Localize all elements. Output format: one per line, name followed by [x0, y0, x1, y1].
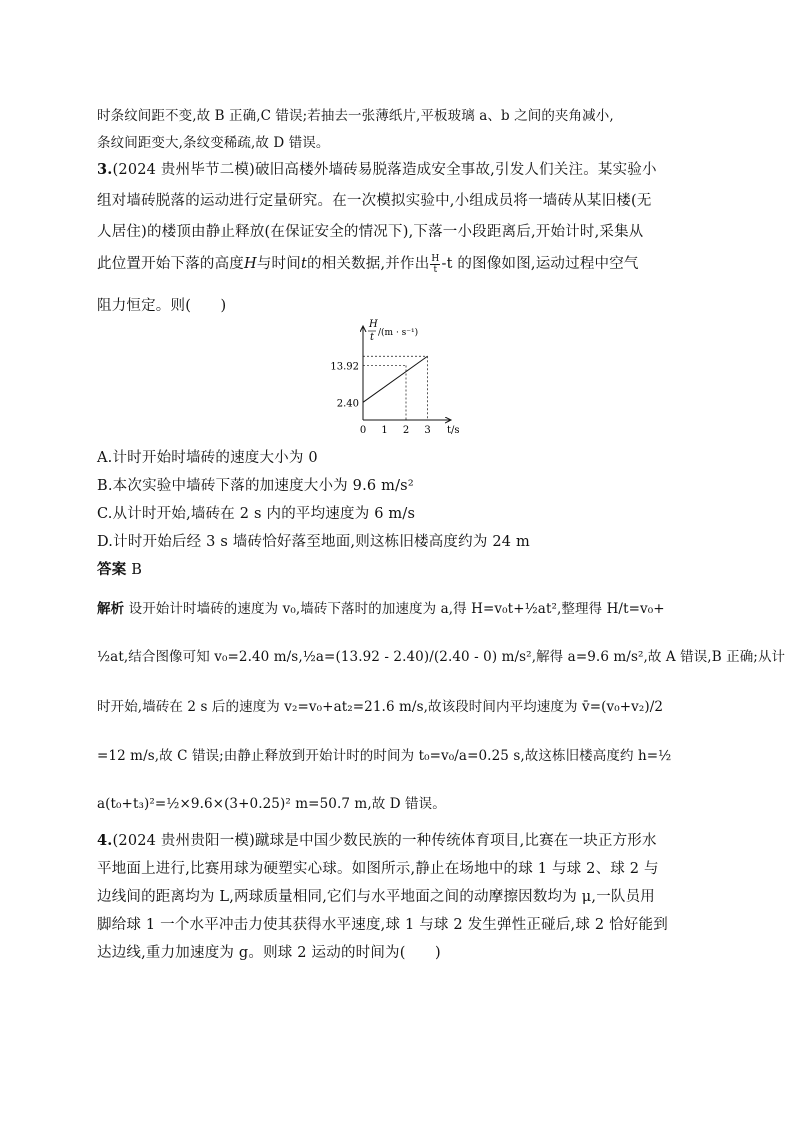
prev-answer-line-1: 时条纹间距不变,故 B 正确,C 错误;若抽去一张薄纸片,平板玻璃 a、b 之间的夹角减小, — [97, 108, 614, 124]
question-number: 3. — [97, 161, 113, 178]
x-label: t/s — [447, 425, 460, 436]
option-a: A.计时开始时墙砖的速度大小为 0 — [97, 450, 318, 466]
question-4-line-1: 4.(2024 贵州贵阳一模)蹴球是中国少数民族的一种传统体育项目,比赛在一块正方形水 — [97, 832, 657, 849]
solution-line-5: a(t₀+t₃)²=½×9.6×(3+0.25)² m=50.7 m,故 D 错误。 — [97, 796, 446, 812]
data-line — [363, 356, 428, 402]
y-tick-label: 13.92 — [330, 361, 359, 373]
option-d: D.计时开始后经 3 s 墙砖恰好落至地面,则这栋旧楼高度约为 24 m — [97, 534, 530, 550]
y-tick-label: 2.40 — [336, 398, 359, 410]
x-tick-label: 0 — [359, 425, 367, 436]
question-number: 4. — [97, 832, 113, 849]
question-4-line-5: 达边线,重力加速度为 g。则球 2 运动的时间为( ) — [97, 945, 441, 961]
answer-label: 答案 — [97, 561, 127, 578]
solution-line-3: 时开始,墙砖在 2 s 后的速度为 v₂=v₀+at₂=21.6 m/s,故该段时间内平均速度为 v̄=(v₀+v₂)/2 — [97, 699, 664, 715]
y-label-denominator: t — [370, 332, 375, 343]
question-3-line-4: 此位置开始下落的高度H与时间t的相关数据,并作出 $\frac{H}{t}$ -t 的图像如图,运动过程中空气 — [97, 253, 639, 275]
x-tick-label: 3 — [424, 425, 431, 436]
x-tick-label: 1 — [381, 425, 388, 436]
question-3-line-3: 人居住)的楼顶由静止释放(在保证安全的情况下),下落一小段距离后,开始计时,采集从 — [97, 224, 644, 240]
solution-line-4: =12 m/s,故 C 错误;由静止释放到开始计时的时间为 t₀=v₀/a=0.25 s,故这栋旧楼高度约 h=½ — [97, 748, 672, 764]
option-b: B.本次实验中墙砖下落的加速度大小为 9.6 m/s² — [97, 478, 414, 494]
answer-value: B — [131, 562, 143, 578]
question-source: (2024 贵州毕节二模) — [112, 162, 255, 178]
solution-label: 解析 — [97, 601, 125, 617]
answer-line — [97, 558, 142, 579]
question-3-line-1 — [97, 158, 657, 179]
question-3-line-2: 组对墙砖脱落的运动进行定量研究。在一次模拟实验中,小组成员将一墙砖从某旧楼(无 — [97, 193, 652, 209]
question-4-line-3: 边线间的距离均为 L,两球质量相同,它们与水平地面之间的动摩擦因数均为 μ,一队员用 — [97, 889, 655, 905]
y-label-numerator: H — [369, 319, 378, 330]
option-c: C.从计时开始,墙砖在 2 s 内的平均速度为 6 m/s — [97, 506, 416, 522]
question-4-line-2: 平地面上进行,比赛用球为硬塑实心球。如图所示,静止在场地中的球 1 与球 2、球 2 与 — [97, 861, 659, 877]
question-3-line-5: 阻力恒定。则( ) — [97, 298, 227, 314]
question-4-line-4: 脚给球 1 一个水平冲击力使其获得水平速度,球 1 与球 2 发生弹性正碰后,球 2 恰好能到 — [97, 917, 668, 933]
y-label-unit: /(m · s⁻¹) — [378, 328, 419, 338]
x-tick-label: 2 — [402, 425, 410, 436]
h-over-t-fraction: $\frac{H}{t}$ — [431, 253, 440, 275]
prev-answer-line-2: 条纹间距变大,条纹变稀疏,故 D 错误。 — [97, 135, 330, 151]
question-text: 破旧高楼外墙砖易脱落造成安全事故,引发人们关注。某实验小 — [254, 162, 657, 178]
solution-line-1: 解析 设开始计时墙砖的速度为 v₀,墙砖下落时的加速度为 a,得 H=v₀t+½at²,整理得 H/t=v₀+ — [97, 601, 665, 617]
solution-line-2: ½at,结合图像可知 v₀=2.40 m/s,½a=(13.92 - 2.40)/(2.40 - 0) m/s²,解得 a=9.6 m/s²,故 A 错误,B 正确;从计 — [97, 649, 786, 665]
question-source: (2024 贵州贵阳一模) — [112, 833, 255, 849]
